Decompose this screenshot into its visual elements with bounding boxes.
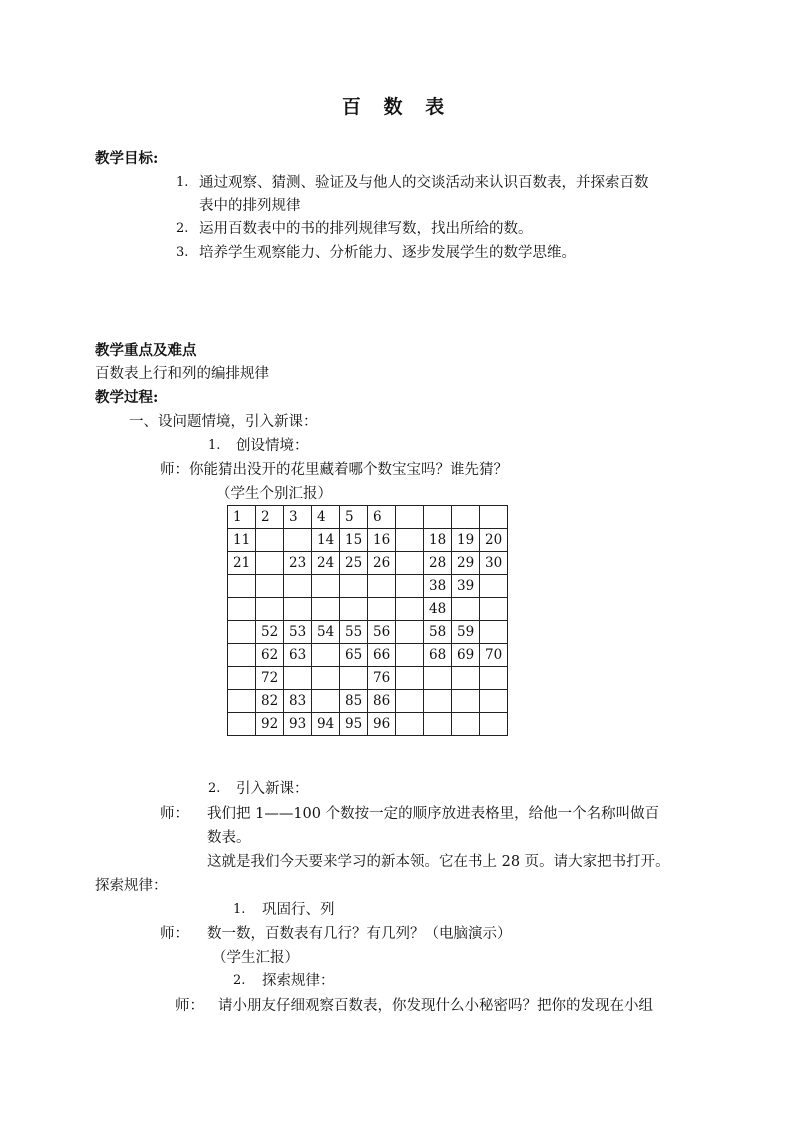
table-cell: 70	[480, 644, 508, 667]
process-heading: 教学过程:	[95, 389, 159, 406]
goal-text: 通过观察、猜测、验证及与他人的交谈活动来认识百数表，并探索百数	[199, 175, 649, 191]
table-cell	[284, 529, 312, 552]
teacher-text: 数一数，百数表有几行？有几列？（电脑演示）	[207, 926, 512, 942]
table-cell	[396, 552, 424, 575]
table-cell: 95	[340, 713, 368, 736]
goal-text: 运用百数表中的书的排列规律写数，找出所给的数。	[199, 221, 533, 237]
table-cell: 76	[368, 667, 396, 690]
table-cell: 6	[368, 506, 396, 529]
table-cell	[312, 690, 340, 713]
table-cell	[368, 575, 396, 598]
table-cell: 11	[228, 529, 256, 552]
table-row	[228, 644, 508, 667]
table-cell	[424, 713, 452, 736]
table-cell	[228, 621, 256, 644]
table-cell	[452, 598, 480, 621]
table-cell	[312, 598, 340, 621]
table-cell	[480, 667, 508, 690]
table-cell	[228, 644, 256, 667]
goals-heading: 教学目标:	[95, 150, 159, 167]
table-cell	[256, 575, 284, 598]
table-row	[228, 598, 508, 621]
table-cell: 69	[452, 644, 480, 667]
table-cell	[396, 598, 424, 621]
table-cell	[424, 690, 452, 713]
table-cell	[368, 598, 396, 621]
table-cell	[480, 690, 508, 713]
table-cell: 53	[284, 621, 312, 644]
table-cell: 94	[312, 713, 340, 736]
table-cell	[396, 506, 424, 529]
goal-text: 培养学生观察能力、分析能力、逐步发展学生的数学思维。	[199, 245, 576, 261]
table-cell	[228, 598, 256, 621]
table-cell: 14	[312, 529, 340, 552]
table-cell	[480, 575, 508, 598]
table-cell	[312, 644, 340, 667]
table-cell	[480, 506, 508, 529]
step-number: 2.	[233, 973, 246, 988]
table-cell: 63	[284, 644, 312, 667]
table-cell: 38	[424, 575, 452, 598]
teacher-text: 请小朋友仔细观察百数表，你发现什么小秘密吗？把你的发现在小组	[218, 998, 653, 1014]
teacher-text-cont: 数表。	[207, 830, 251, 846]
table-cell: 30	[480, 552, 508, 575]
step-label: 探索规律：	[262, 973, 335, 989]
table-cell: 2	[256, 506, 284, 529]
table-cell: 55	[340, 621, 368, 644]
table-cell: 18	[424, 529, 452, 552]
goal-number: 3.	[176, 245, 189, 260]
table-cell: 48	[424, 598, 452, 621]
table-cell: 54	[312, 621, 340, 644]
table-row	[228, 713, 508, 736]
table-cell	[228, 690, 256, 713]
step-number: 1.	[233, 902, 246, 917]
hundred-table	[227, 505, 508, 736]
table-cell: 96	[368, 713, 396, 736]
student-report: （学生汇报）	[212, 950, 299, 966]
table-cell	[480, 598, 508, 621]
table-cell: 15	[340, 529, 368, 552]
table-cell: 5	[340, 506, 368, 529]
teacher-label: 师：	[160, 926, 189, 942]
table-cell: 24	[312, 552, 340, 575]
table-cell: 82	[256, 690, 284, 713]
table-row	[228, 667, 508, 690]
table-cell	[340, 667, 368, 690]
key-heading: 教学重点及难点	[95, 342, 197, 359]
teacher-label: 师：	[160, 806, 189, 822]
table-row	[228, 621, 508, 644]
table-cell	[256, 529, 284, 552]
table-cell	[396, 644, 424, 667]
table-cell: 16	[368, 529, 396, 552]
step-label: 巩固行、列	[262, 902, 335, 918]
goal-text-cont: 表中的排列规律	[199, 198, 301, 214]
table-cell: 39	[452, 575, 480, 598]
table-cell: 25	[340, 552, 368, 575]
table-cell	[256, 552, 284, 575]
goal-number: 2.	[176, 221, 189, 236]
teacher-text-cont: 这就是我们今天要来学习的新本领。它在书上 28 页。请大家把书打开。	[207, 854, 670, 870]
table-cell	[340, 575, 368, 598]
table-cell	[228, 575, 256, 598]
table-cell	[396, 621, 424, 644]
table-cell: 93	[284, 713, 312, 736]
teacher-question: 师：你能猜出没开的花里藏着哪个数宝宝吗？谁先猜？	[160, 462, 508, 478]
table-cell: 23	[284, 552, 312, 575]
table-cell	[480, 621, 508, 644]
teacher-text: 我们把 1——100 个数按一定的顺序放进表格里，给他一个名称叫做百	[207, 806, 660, 822]
table-cell: 29	[452, 552, 480, 575]
table-cell: 62	[256, 644, 284, 667]
table-row	[228, 690, 508, 713]
table-cell: 83	[284, 690, 312, 713]
table-cell	[284, 598, 312, 621]
table-cell: 86	[368, 690, 396, 713]
table-cell	[480, 713, 508, 736]
step-label: 引入新课：	[236, 781, 309, 797]
table-cell: 1	[228, 506, 256, 529]
teacher-label: 师：	[175, 998, 204, 1014]
table-cell: 3	[284, 506, 312, 529]
step-number: 2.	[208, 781, 221, 796]
table-cell	[228, 713, 256, 736]
table-cell: 85	[340, 690, 368, 713]
table-cell: 19	[452, 529, 480, 552]
goal-number: 1.	[176, 175, 189, 190]
table-cell: 4	[312, 506, 340, 529]
explore-heading: 探索规律：	[95, 878, 168, 894]
step-number: 1.	[208, 438, 221, 453]
table-cell	[396, 690, 424, 713]
table-cell: 68	[424, 644, 452, 667]
table-row	[228, 575, 508, 598]
table-cell: 72	[256, 667, 284, 690]
table-cell	[340, 598, 368, 621]
table-cell	[424, 506, 452, 529]
key-text: 百数表上行和列的编排规律	[95, 366, 269, 382]
table-cell: 20	[480, 529, 508, 552]
table-cell	[228, 667, 256, 690]
table-cell	[284, 667, 312, 690]
table-cell	[452, 690, 480, 713]
table-cell	[452, 667, 480, 690]
table-cell: 65	[340, 644, 368, 667]
student-report: （学生个别汇报）	[216, 486, 332, 502]
table-cell: 92	[256, 713, 284, 736]
table-cell: 59	[452, 621, 480, 644]
table-cell	[396, 713, 424, 736]
page-title: 百 数 表	[341, 96, 453, 118]
table-cell: 66	[368, 644, 396, 667]
table-cell	[452, 713, 480, 736]
table-cell: 21	[228, 552, 256, 575]
section-heading: 一、设问题情境，引入新课：	[129, 414, 318, 430]
table-cell: 52	[256, 621, 284, 644]
table-cell	[312, 667, 340, 690]
table-row	[228, 529, 508, 552]
table-cell	[396, 575, 424, 598]
table-cell	[284, 575, 312, 598]
table-cell	[312, 575, 340, 598]
table-cell: 58	[424, 621, 452, 644]
table-cell	[452, 506, 480, 529]
table-cell	[256, 598, 284, 621]
table-cell: 56	[368, 621, 396, 644]
table-row	[228, 506, 508, 529]
step-label: 创设情境：	[236, 438, 309, 454]
table-row	[228, 552, 508, 575]
table-cell	[396, 667, 424, 690]
table-cell: 26	[368, 552, 396, 575]
table-cell	[396, 529, 424, 552]
table-cell	[424, 667, 452, 690]
table-cell: 28	[424, 552, 452, 575]
